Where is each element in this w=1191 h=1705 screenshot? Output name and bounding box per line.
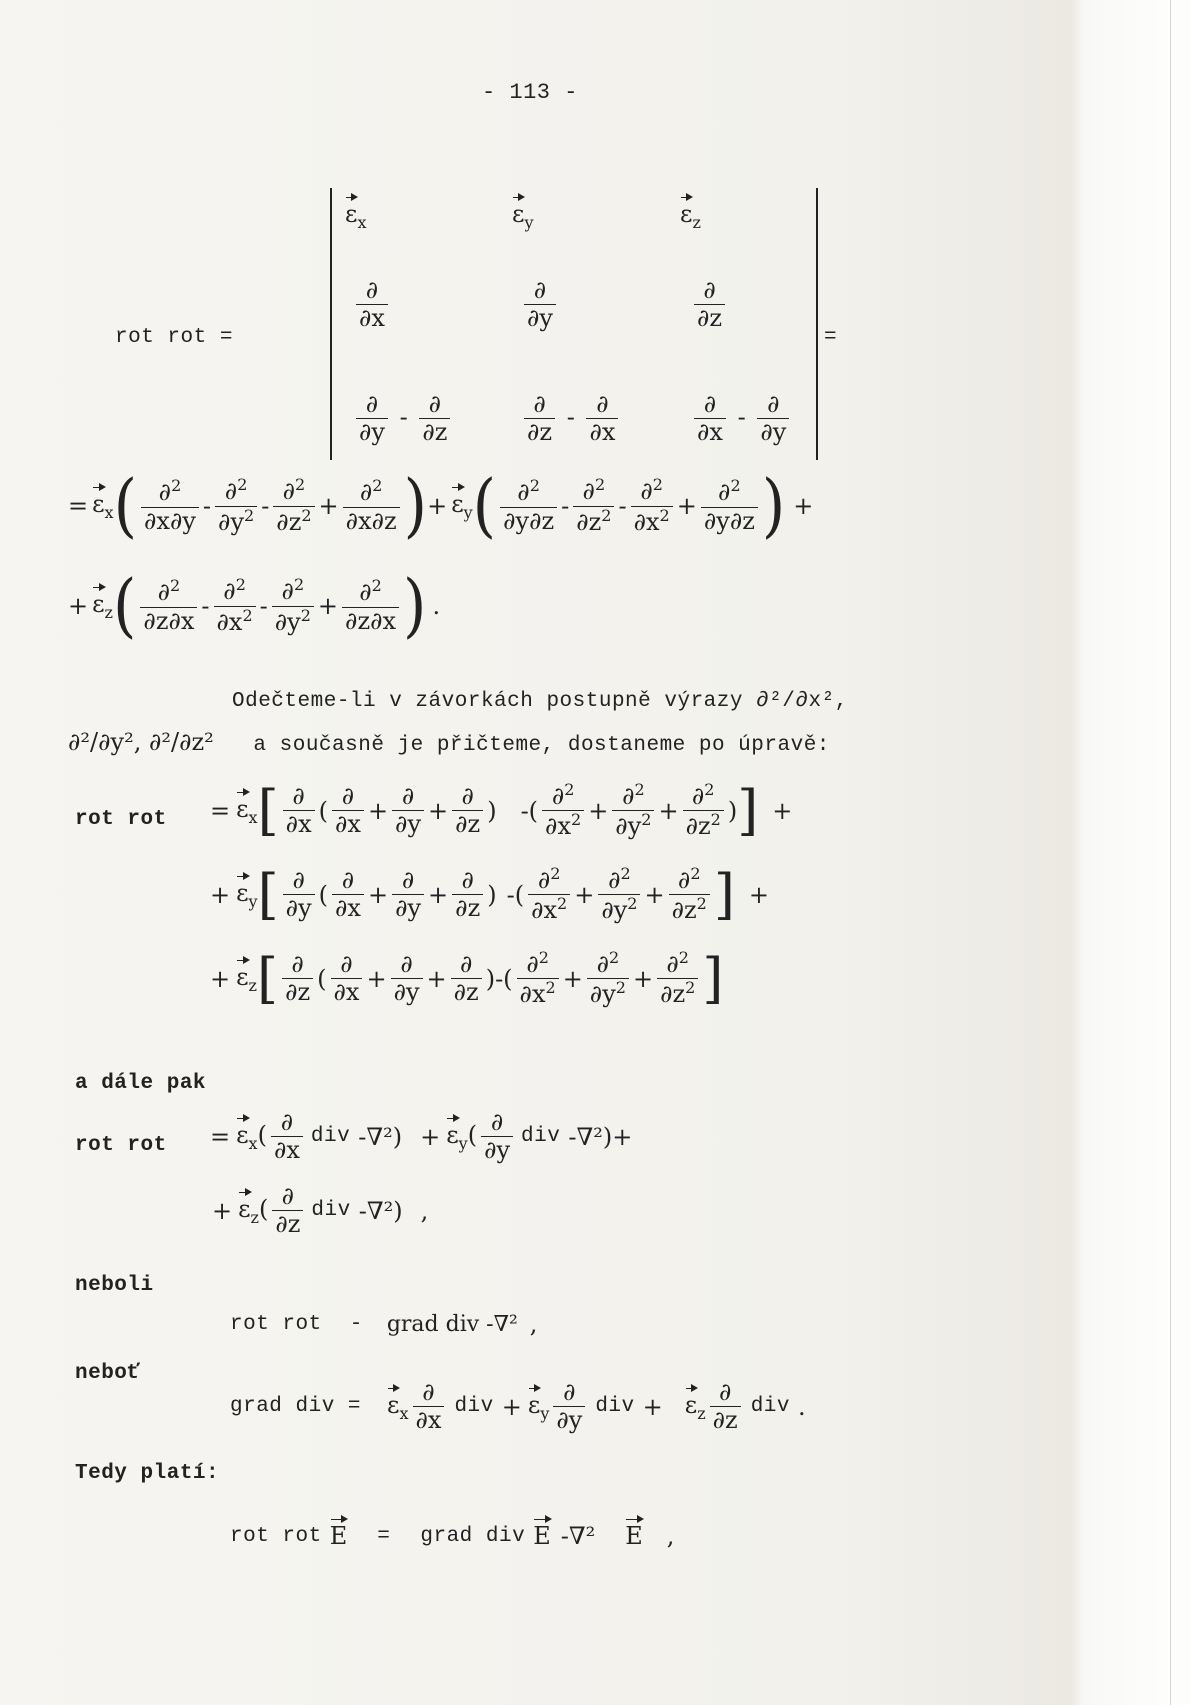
neboli-equation: rot rot - grad div -∇² , <box>230 1310 538 1338</box>
bracket-line-3: + $\varepsilon_z$ [ $\frac{\partial}{\partial z}$ ( $\frac{\partial}{\partial x}$ + $\frac{\partial}{\partial y}$ + $\frac{\partial}{\partial z}$ )-( $\frac{\partial^2}{\partial x^2}$ + $\frac{\partial^2}{\partial y^2}$ + $\frac{\partial^2}{\partial z^2}$ ] <box>210 946 724 1010</box>
det-cell-dx: $\frac{\partial}{\partial x}$ <box>352 278 392 331</box>
div-word-1: div <box>310 1125 351 1149</box>
grad-div-equation: grad div = $\varepsilon_x$ $\frac{\partial}{\partial x}$ div + $\varepsilon_y$ $\frac{\partial}{\partial y}$ div + $\varepsilon_z$ $\frac{\partial}{\partial z}$ div . <box>230 1378 806 1435</box>
bracket-line-1: = $\varepsilon_x$ [ $\frac{\partial}{\partial x}$ ( $\frac{\partial}{\partial x}$ + $\frac{\partial}{\partial y}$ + $\frac{\partial}{\partial z}$ ) -( $\frac{\partial^2}{\partial x^2}$ + $\frac{\partial^2}{\partial y^2}$ + $\frac{\partial^2}{\partial z^2}$ ) ] + <box>210 778 793 842</box>
nabla-3: -∇² <box>358 1196 394 1225</box>
expansion-line-2: + $\varepsilon_z$ ( $\frac{\partial^2}{\partial z\partial x}$ - $\frac{\partial^2}{\partial x^2}$ - $\frac{\partial^2}{\partial y^2}$ + $\frac{\partial^2}{\partial z\partial x}$ ) . <box>68 565 441 647</box>
paper-edge <box>1170 0 1191 1705</box>
expansion-line-1: = $\varepsilon_x$ ( $\frac{\partial^2}{\partial x\partial y}$ - $\frac{\partial^2}{\partial y^2}$ - $\frac{\partial^2}{\partial z^2}$ + $\frac{\partial^2}{\partial x\partial z}$ ) + $\varepsilon_y$ ( $\frac{\partial^2}{\partial y\partial z}$ - $\frac{\partial^2}{\partial z^2}$ - $\frac{\partial^2}{\partial x^2}$ + $\frac{\partial^2}{\partial y\partial z}$ ) + <box>68 465 814 547</box>
det-cell-3-3: $\frac{\partial}{\partial x}$ - $\frac{\partial}{\partial y}$ <box>690 392 793 445</box>
a-dale-pak: a dále pak <box>75 1072 207 1095</box>
det-cell-dz: $\frac{\partial}{\partial z}$ <box>690 278 729 331</box>
page-number: - 113 - <box>482 80 578 105</box>
div-line-1: = $\varepsilon_x$( $\frac{\partial}{\partial x}$ div -∇² ) + $\varepsilon_y$( $\frac{\partial}{\partial y}$ div -∇² )+ <box>210 1108 633 1165</box>
paragraph-line-2-math: ∂²/∂y², ∂²/∂z² <box>68 728 214 756</box>
paragraph-line-2 <box>68 728 830 757</box>
det-cell-dy: $\frac{\partial}{\partial y}$ <box>520 278 560 331</box>
det-cell-ey: $\varepsilon_y$ <box>512 200 534 232</box>
div-word-2: div <box>521 1125 561 1149</box>
tedy-label: Tedy platí: <box>75 1462 220 1485</box>
nebot-label: neboť <box>75 1362 141 1385</box>
paragraph-line-2-text: a současně je přičteme, dostaneme po úpravě: <box>253 734 830 757</box>
paragraph-line-1: Odečteme-li v závorkách postupně výrazy ∂²/∂x², <box>232 690 848 713</box>
final-equation: rot rot E = grad div E -∇² E , <box>230 1522 675 1550</box>
det-left-bar <box>330 188 332 460</box>
bracket-line-2: + $\varepsilon_y$ [ $\frac{\partial}{\partial y}$ ( $\frac{\partial}{\partial x}$ + $\frac{\partial}{\partial y}$ + $\frac{\partial}{\partial z}$ ) -( $\frac{\partial^2}{\partial x^2}$ + $\frac{\partial^2}{\partial y^2}$ + $\frac{\partial^2}{\partial z^2}$ ] + <box>210 862 770 926</box>
grad-div-word-3: div <box>750 1395 790 1419</box>
det-cell-3-1: $\frac{\partial}{\partial y}$ - $\frac{\partial}{\partial z}$ <box>352 392 454 445</box>
rotrot-label-3: rot rot <box>75 1134 167 1157</box>
det-cell-3-2: $\frac{\partial}{\partial z}$ - $\frac{\partial}{\partial x}$ <box>520 392 622 445</box>
div-line-2: + $\varepsilon_z$( $\frac{\partial}{\partial z}$ div -∇² ) , <box>212 1182 429 1239</box>
det-right-bar <box>816 188 818 460</box>
nabla-2: -∇² <box>568 1122 603 1151</box>
neboli-label: neboli <box>75 1274 154 1297</box>
det-cell-ez: $\varepsilon_z$ <box>680 200 701 232</box>
nabla-1: -∇² <box>358 1122 393 1151</box>
det-cell-ex: $\varepsilon_x$ <box>345 200 367 232</box>
div-word-3: div <box>311 1199 351 1223</box>
det-label: rot rot = <box>115 326 233 349</box>
rotrot-label-2: rot rot <box>75 808 167 831</box>
det-equals: = <box>824 326 838 349</box>
grad-div-word-1: div <box>454 1395 494 1419</box>
grad-div-word-2: div <box>595 1395 635 1419</box>
